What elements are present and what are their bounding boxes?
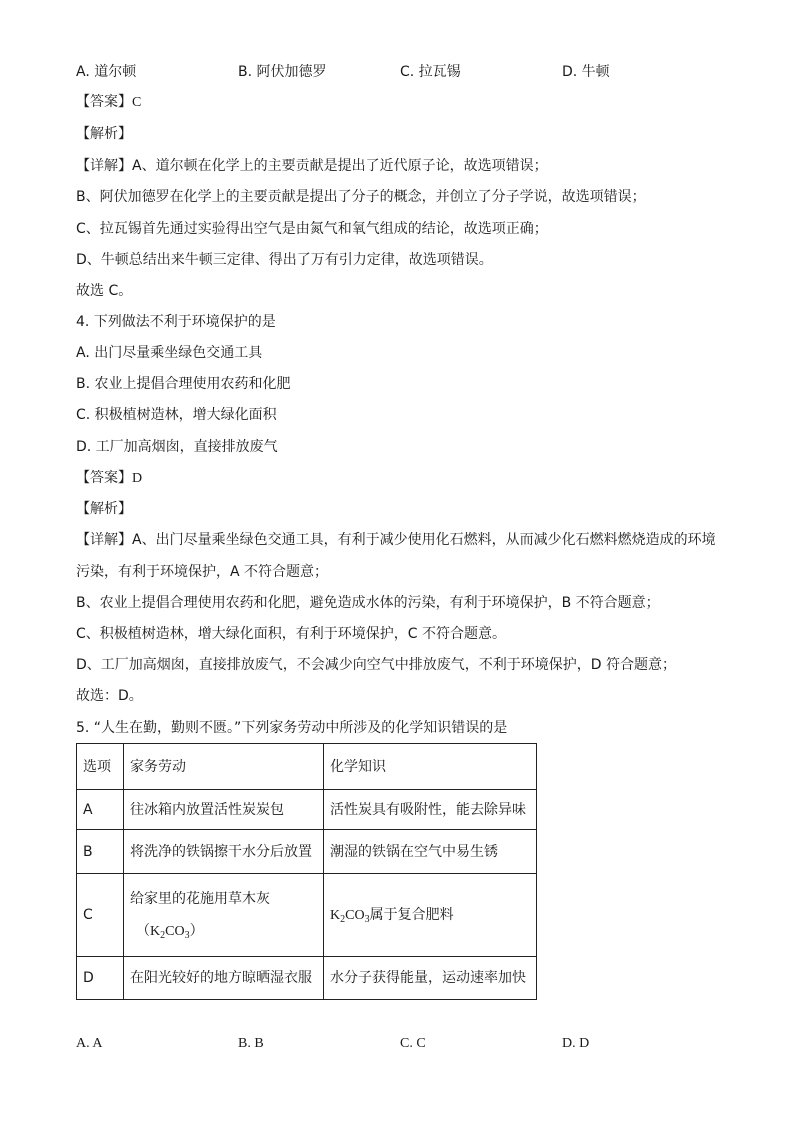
q4-conclusion: 故选：D。 <box>76 688 143 704</box>
row-chore <box>124 874 324 957</box>
q4-option-d: D. 工厂加高烟囱，直接排放废气 <box>76 439 278 455</box>
row-knowledge: 活性炭具有吸附性，能去除异味 <box>324 790 537 830</box>
row-knowledge: 水分子获得能量，运动速率加快 <box>324 957 537 1000</box>
row-chore-formula: $(K_2CO_3)$ <box>136 922 204 941</box>
q5-options <box>76 1035 726 1053</box>
table-header-row <box>77 744 537 790</box>
q5-option-a: A. A <box>76 1036 103 1051</box>
q3-detail-line-4: D、牛顿总结出来牛顿三定律、得出了万有引力定律，故选项错误。 <box>76 252 493 268</box>
q5-option-d: D. D <box>562 1036 590 1051</box>
table-header-knowledge: 化学知识 <box>324 744 537 790</box>
q3-detail-line-3: C、拉瓦锡首先通过实验得出空气是由氮气和氧气组成的结论，故选项正确； <box>76 221 548 237</box>
row-chore: 在阳光较好的地方晾晒湿衣服 <box>124 957 324 1000</box>
table-row <box>77 957 537 1000</box>
table-row <box>77 874 537 957</box>
q3-option-d: D. 牛顿 <box>562 64 610 80</box>
chemical-formula: $K_2CO_3$ <box>330 907 370 925</box>
q3-option-b: B. 阿伏加德罗 <box>238 64 327 80</box>
row-chore: 往冰箱内放置活性炭炭包 <box>124 790 324 830</box>
q5-table <box>76 743 537 1000</box>
q4-option-c: C. 积极植树造林，增大绿化面积 <box>76 407 277 423</box>
q4-detail-line-5: D、工厂加高烟囱，直接排放废气，不会减少向空气中排放废气，不利于环境保护，D 符合题意； <box>76 657 677 673</box>
q3-answer: 【答案】C <box>76 94 142 110</box>
chemical-formula: $K_2CO_3$ <box>150 923 190 941</box>
row-option: B <box>77 830 124 874</box>
q3-conclusion: 故选 C。 <box>76 283 133 299</box>
row-option: C <box>77 874 124 957</box>
q3-detail-line-1: 【详解】A、道尔顿在化学上的主要贡献是提出了近代原子论，故选项错误； <box>76 158 548 174</box>
q4-option-a: A. 出门尽量乘坐绿色交通工具 <box>76 345 263 361</box>
q4-detail-line-2: 污染，有利于环境保护，A 不符合题意； <box>76 564 329 580</box>
q3-option-c: C. 拉瓦锡 <box>400 64 461 80</box>
q4-stem: 4. 下列做法不利于环境保护的是 <box>76 314 276 330</box>
q5-option-c: C. C <box>400 1036 426 1051</box>
q5-stem: 5. “人生在勤，勤则不匮。”下列家务劳动中所涉及的化学知识错误的是 <box>76 720 508 736</box>
row-option: A <box>77 790 124 830</box>
q4-option-b: B. 农业上提倡合理使用农药和化肥 <box>76 376 291 392</box>
row-option: D <box>77 957 124 1000</box>
table-row <box>77 790 537 830</box>
row-knowledge: $K_2CO_3$属于复合肥料 <box>324 874 537 957</box>
q4-detail-line-1: 【详解】A、出门尽量乘坐绿色交通工具，有利于减少使用化石燃料，从而减少化石燃料燃烧造成的环境 <box>76 532 716 548</box>
q4-detail-line-3: B、农业上提倡合理使用农药和化肥，避免造成水体的污染，有利于环境保护，B 不符合题意； <box>76 595 660 611</box>
table-row <box>77 830 537 874</box>
row-chore: 将洗净的铁锅擦干水分后放置 <box>124 830 324 874</box>
q4-answer: 【答案】D <box>76 470 143 486</box>
q3-detail-line-2: B、阿伏加德罗在化学上的主要贡献是提出了分子的概念，并创立了分子学说，故选项错误； <box>76 189 646 205</box>
row-knowledge: 潮湿的铁锅在空气中易生锈 <box>324 830 537 874</box>
q3-analysis-label: 【解析】 <box>76 126 132 142</box>
q4-detail-line-4: C、积极植树造林，增大绿化面积，有利于环境保护，C 不符合题意。 <box>76 626 506 642</box>
table-header-chore: 家务劳动 <box>124 744 324 790</box>
table-header-option: 选项 <box>77 744 124 790</box>
q4-analysis-label: 【解析】 <box>76 501 132 517</box>
q3-options <box>76 63 726 81</box>
q3-option-a: A. 道尔顿 <box>76 64 137 80</box>
q5-option-b: B. B <box>238 1036 264 1051</box>
row-chore-text: 给家里的花施用草木灰 <box>130 890 270 907</box>
